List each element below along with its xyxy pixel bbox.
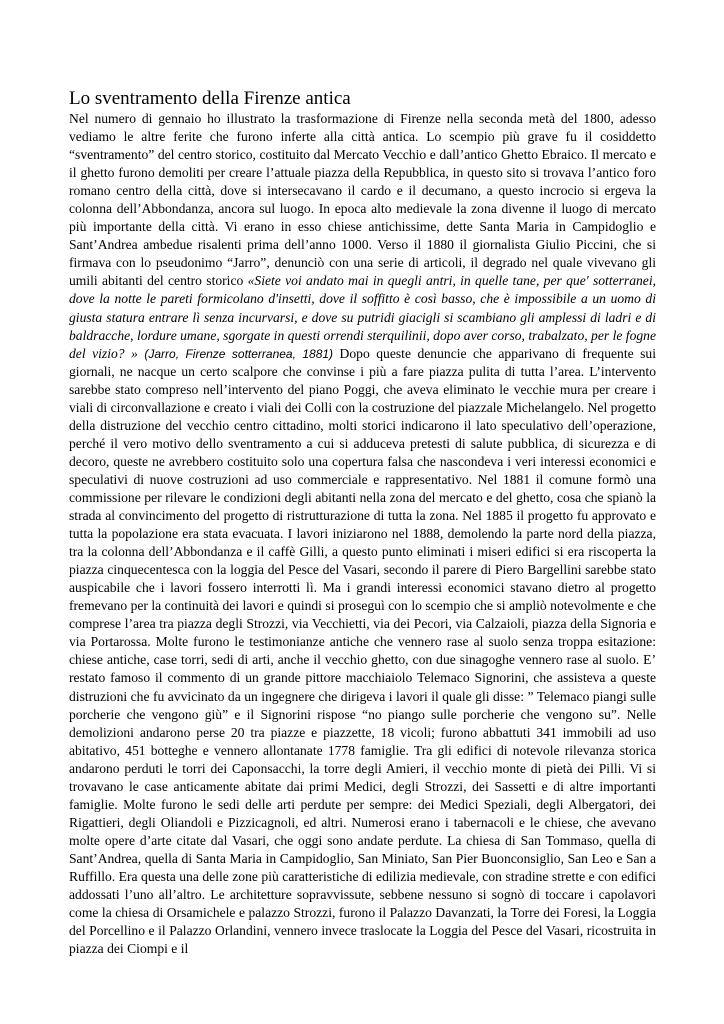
body-rest: Dopo queste denuncie che apparivano di frequente sui giornali, ne nacque un certo scalpore che convinse i più a fare piazza pulita di tutta l’area. L’intervento sarebbe stato compreso nell’intervento del piano Poggi, che aveva eliminato le vecchie mura per creare i viali di circonvallazione e creato i viali dei Colli con la costruzione del piazzale Michelangelo. Nel progetto della distruzione del vecchio centro cittadino, molti storici indicarono il lato speculativo dell’operazione, perché il vero motivo dello sventramento a cui si adduceva pretesti di salute pubblica, di sicurezza e di decoro, queste ne avrebbero costituito solo una copertura falsa che nascondeva i veri interessi economici e speculativi di nuove costruzioni ad uso commerciale e rappresentativo. Nel 1881 il comune formò una commissione per rilevare le condizioni degli abitanti nella zona del mercato e del ghetto, cosa che spianò la strada al convincimento del progetto di ristrutturazione di tutta la zona. Nel 1885 il progetto fu approvato e tutta la popolazione era stata evacuata. I lavori iniziarono nel 1888, demolendo la parte nord della piazza, tra la colonna dell’Abbondanza e il caffè Gilli, a questo punto eliminati i miseri edifici si era riscoperta la piazza cinquecentesca con la loggia del Pesce del Vasari, secondo il parere di Piero Bargellini sarebbe stato auspicabile che i lavori fossero interrotti lì. Ma i grandi interessi economici stavano dietro al progetto fremevano per la continuità dei lavori e quindi si proseguì con lo scempio che si ampliò notevolmente e che comprese l’area tra piazza degli Strozzi, via Vecchietti, via dei Pecori, via Calzaioli, piazza della Signoria e via Portarossa. Molte furono le testimonianze antiche che vennero rase al suolo senza troppa esitazione: chiese antiche, case torri, sedi di arti, anche il vecchio ghetto, con due sinagoghe vennero rase al suolo. E’ restato famoso il commento di un grande pittore macchiaiolo Telemaco Signorini, che assisteva a queste distruzioni che fu avvicinato da un ingegnere che dirigeva i lavori il quale gli disse: ” Telemaco piangi sulle porcherie che vengono giù” e il Signorini rispose “no piango sulle porcherie che vengono su”. Nelle demolizioni andarono perse 20 tra piazze e piazzette, 18 vicoli; furono abbattuti 341 immobili ad uso abitativo, 451 botteghe e vennero allontanate 1778 famiglie. Tra gli edifici di notevole rilevanza storica andarono perduti le torri dei Caponsacchi, la torre degli Amieri, il vecchio monte di pietà dei Pilli. Vi si trovavano le case anticamente abitate dai primi Medici, degli Strozzi, dei Sassetti e di altre importanti famiglie. Molte furono le sedi delle arti perdute per sempre: dei Medici Speziali, degli Albergatori, dei Rigattieri, degli Oliandoli e Pizzicagnoli, ed altri. Numerosi erano i tabernacoli e le chiese, che avevano molte opere d’arte citate dal Vasari, che oggi sono andate perdute. La chiesa di San Tommaso, quella di Sant’Andrea, quella di Santa Maria in Campidoglio, San Miniato, San Pier Buonconsiglio, San Leo e San a Ruffillo. Era questa una delle zone più caratteristiche di edilizia medievale, con stradine strette e con edifici addossati l’uno all’altro. Le architetture sopravvissute, sebbene nessuno si sognò di toccare i capolavori come la chiesa di Orsamichele e palazzo Strozzi, furono il Palazzo Davanzati, la Torre dei Foresi, la Loggia del Porcellino e il Palazzo Orlandini, vennero invece traslocate la Loggia del Pesce del Vasari, ricostruita in piazza dei Ciompi e il <box>69 345 656 957</box>
jarro-quote: «Siete voi andato mai in quegli antri, in quelle tane, per que' sotterranei, dove la notte le pareti formicolano d'insetti, dove il soffitto è così basso, che è impossibile a un uomo di giusta statura entrare lì senza incurvarsi, e dove su putridi giacigli si scambiano gli amplessi di ladri e di baldracche, lordure umane, sgorgate in questi orrendi sterquilinii, dopo aver corso, trabalzato, per le fogne del vizio? » <box>69 273 657 361</box>
body-intro: Nel numero di gennaio ho illustrato la trasformazione di Firenze nella seconda metà del 1800, adesso vediamo le altre ferite che furono inferte alla città antica. Lo scempio più grave fu il cosiddetto “sventramento” del centro storico, costituito dal Mercato Vecchio e dall’antico Ghetto Ebraico. Il mercato e il ghetto furono demoliti per creare l’attuale piazza della Repubblica, in questo sito si trovava l’antico foro romano centro della città, dove si intersecavano il cardo e il decumano, a questo incrocio si ergeva la colonna dell’Abbondanza, ancora sul luogo. In epoca alto medievale la zona divenne il luogo di mercato più importante della città. Vi erano in esso chiese antichissime, dette Santa Maria in Campidoglio e Sant’Andrea ambedue risalenti prima dell’anno 1000. Verso il 1880 il giornalista Giulio Piccini, che si firmava con lo pseudonimo “Jarro”, denunciò con una serie di articoli, il degrado nel quale vivevano gli umili abitanti del centro storico <box>69 111 656 289</box>
quote-citation: (Jarro, Firenze sotterranea, 1881) <box>144 346 334 361</box>
article-body <box>69 110 656 958</box>
article <box>69 88 656 958</box>
article-title: Lo sventramento della Firenze antica <box>69 88 351 109</box>
